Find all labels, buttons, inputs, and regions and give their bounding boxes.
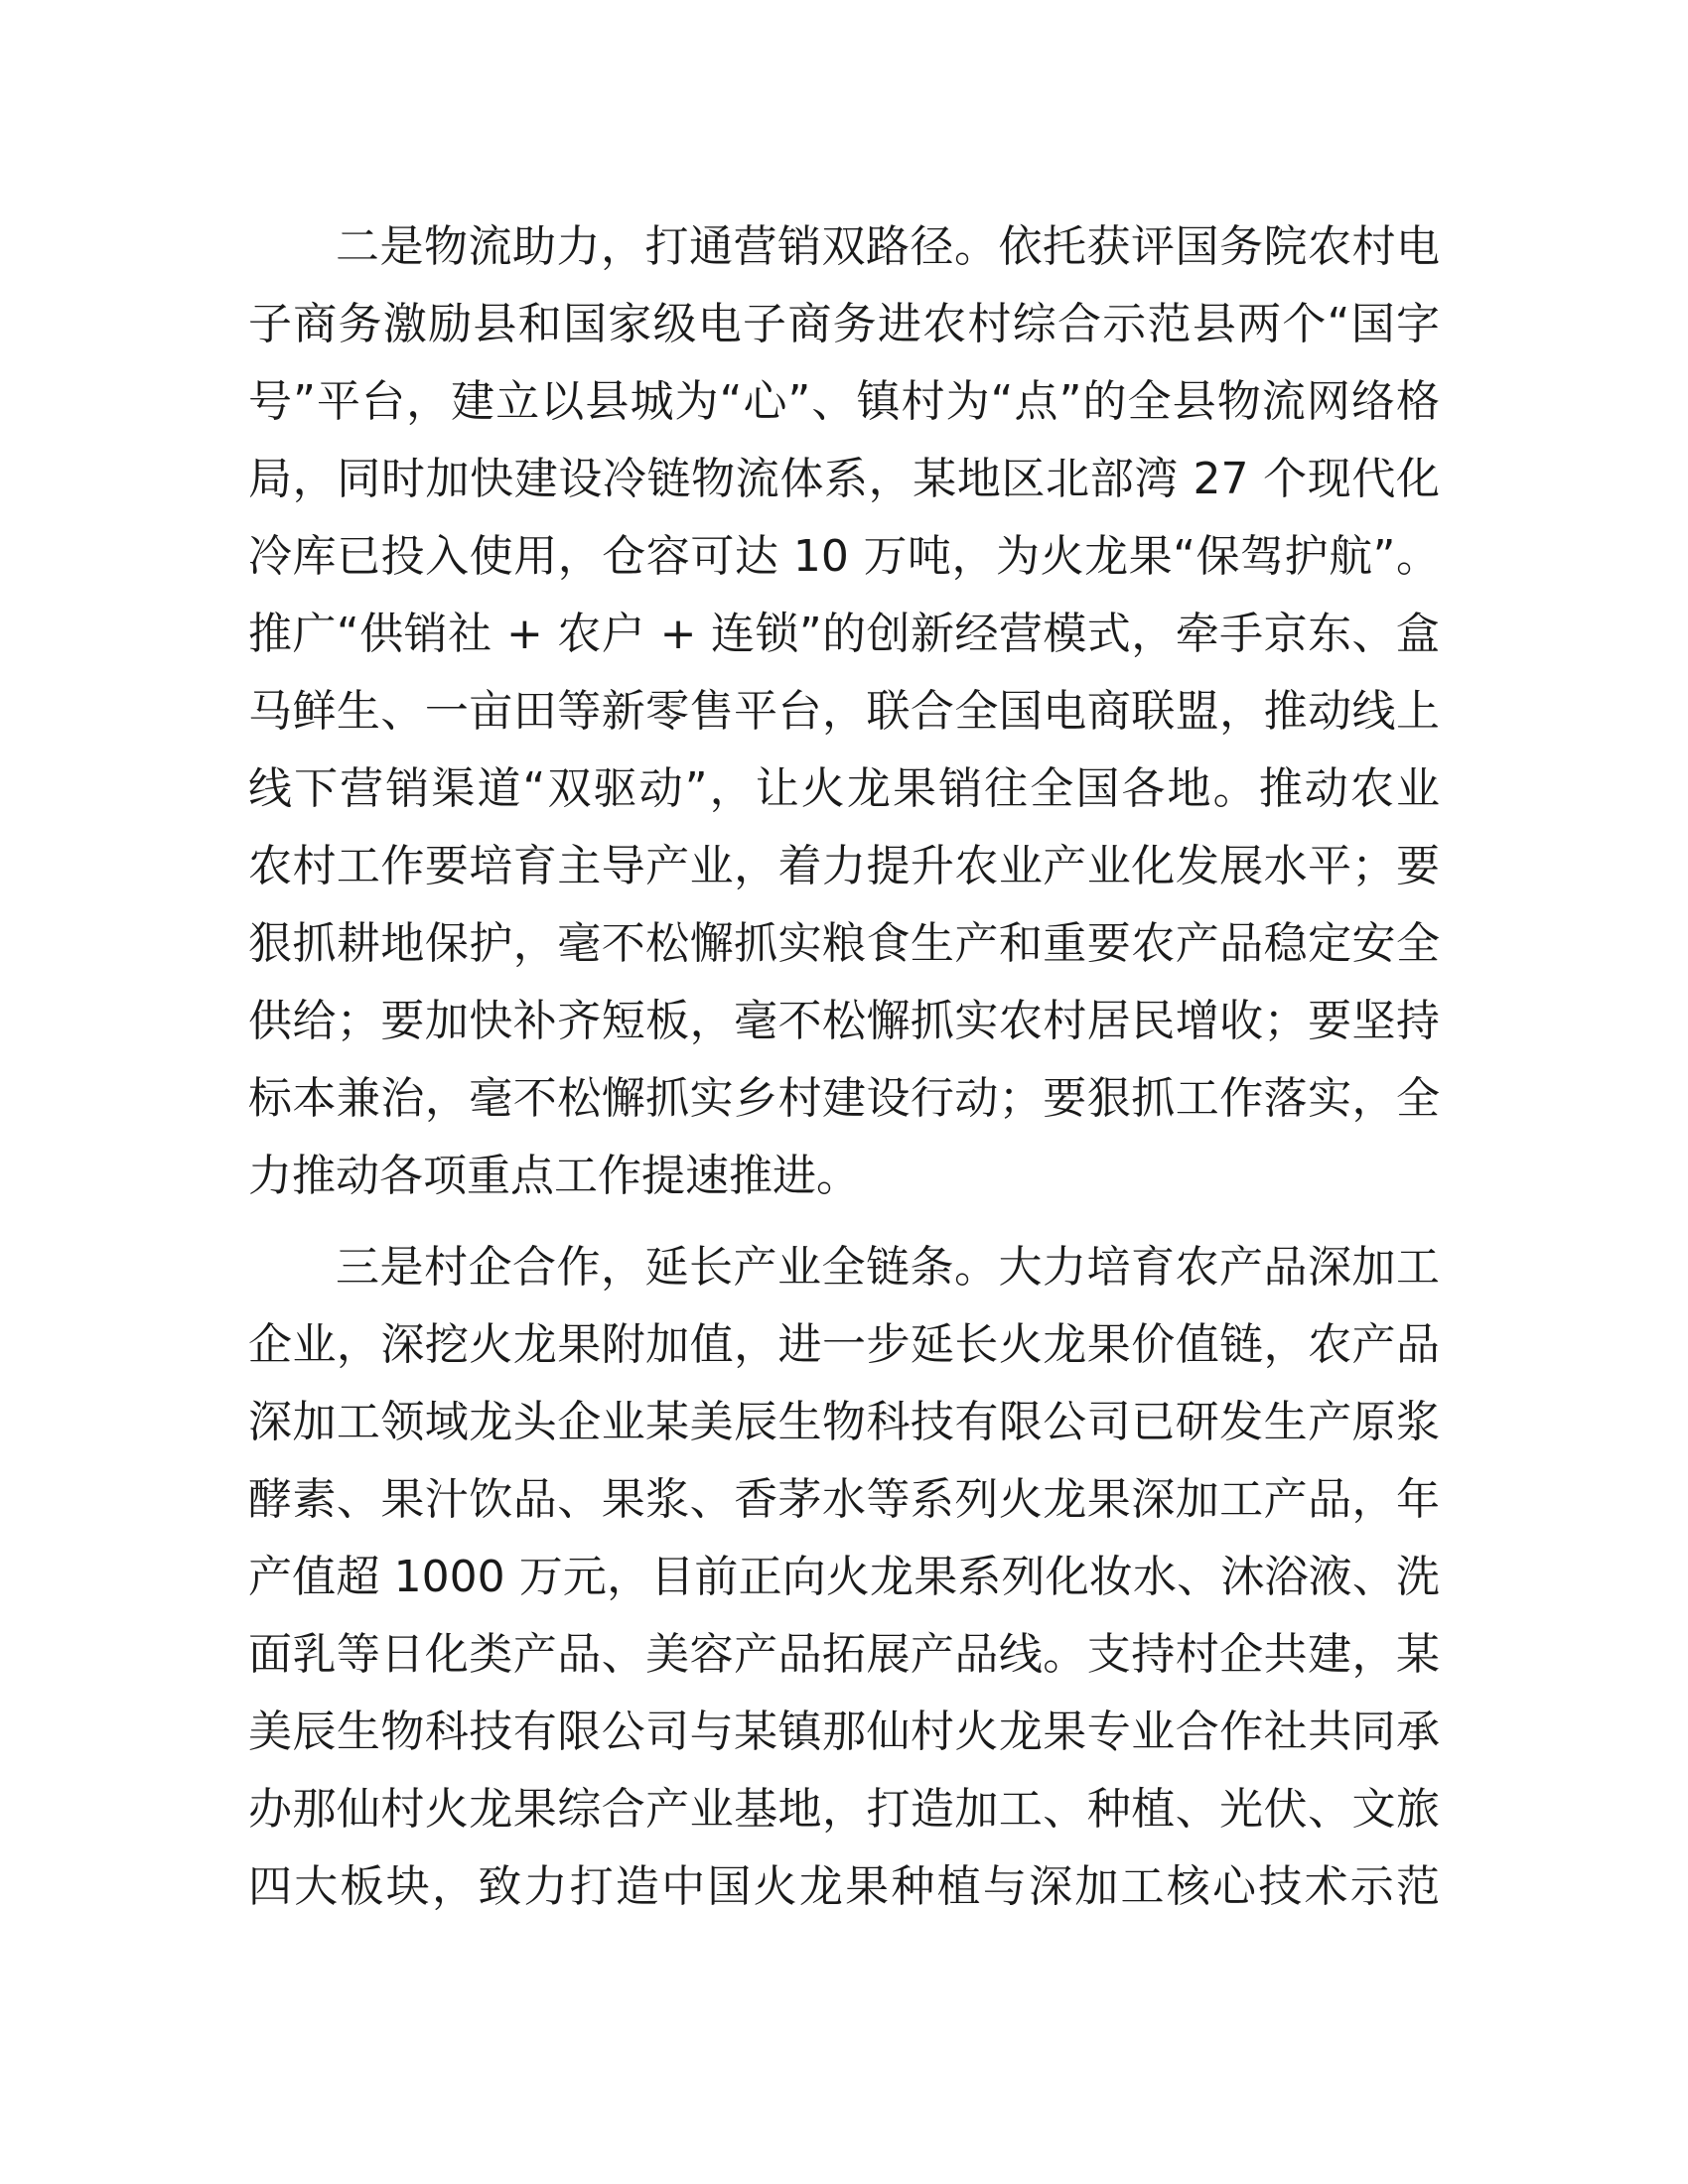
text-line: 供给；要加快补齐短板，毫不松懈抓实农村居民增收；要坚持 xyxy=(248,996,1440,1046)
paragraph-logistics xyxy=(248,208,1440,1215)
text-line: 标本兼治，毫不松懈抓实乡村建设行动；要狠抓工作落实，全 xyxy=(248,1073,1440,1124)
text-line: 二是物流助力，打通营销双路径。依托获评国务院农村电 xyxy=(336,221,1440,272)
text-line: 线下营销渠道“双驱动”，让火龙果销往全国各地。推动农业 xyxy=(248,763,1440,814)
text-line: 狠抓耕地保护，毫不松懈抓实粮食生产和重要农产品稳定安全 xyxy=(248,918,1440,969)
text-line: 子商务激励县和国家级电子商务进农村综合示范县两个“国字 xyxy=(248,299,1440,349)
text-line: 面乳等日化类产品、美容产品拓展产品线。支持村企共建，某 xyxy=(248,1629,1440,1680)
text-line: 酵素、果汁饮品、果浆、香茅水等系列火龙果深加工产品，年 xyxy=(248,1474,1440,1525)
document-page xyxy=(248,208,1440,1926)
text-line: 企业，深挖火龙果附加值，进一步延长火龙果价值链，农产品 xyxy=(248,1319,1440,1370)
text-line: 产值超 1000 万元，目前正向火龙果系列化妆水、沐浴液、洗 xyxy=(248,1552,1440,1602)
text-line: 三是村企合作，延长产业全链条。大力培育农产品深加工 xyxy=(336,1242,1440,1293)
text-line: 力推动各项重点工作提速推进。 xyxy=(248,1151,860,1201)
text-line: 办那仙村火龙果综合产业基地，打造加工、种植、光伏、文旅 xyxy=(248,1784,1440,1835)
text-line: 推广“供销社 + 农户 + 连锁”的创新经营模式，牵手京东、盒 xyxy=(248,609,1440,659)
text-line: 农村工作要培育主导产业，着力提升农业产业化发展水平；要 xyxy=(248,841,1440,891)
text-line: 美辰生物科技有限公司与某镇那仙村火龙果专业合作社共同承 xyxy=(248,1706,1440,1757)
text-line: 马鲜生、一亩田等新零售平台，联合全国电商联盟，推动线上 xyxy=(248,686,1440,737)
text-line: 号”平台，建立以县城为“心”、镇村为“点”的全县物流网络格 xyxy=(248,376,1440,427)
paragraph-gap xyxy=(248,1215,1440,1229)
text-line: 局，同时加快建设冷链物流体系，某地区北部湾 27 个现代化 xyxy=(248,454,1440,504)
text-line: 冷库已投入使用，仓容可达 10 万吨，为火龙果“保驾护航”。 xyxy=(248,531,1440,582)
text-line: 深加工领域龙头企业某美辰生物科技有限公司已研发生产原浆 xyxy=(248,1397,1440,1447)
paragraph-cooperation xyxy=(248,1229,1440,1926)
text-line: 四大板块，致力打造中国火龙果种植与深加工核心技术示范 xyxy=(248,1861,1440,1912)
